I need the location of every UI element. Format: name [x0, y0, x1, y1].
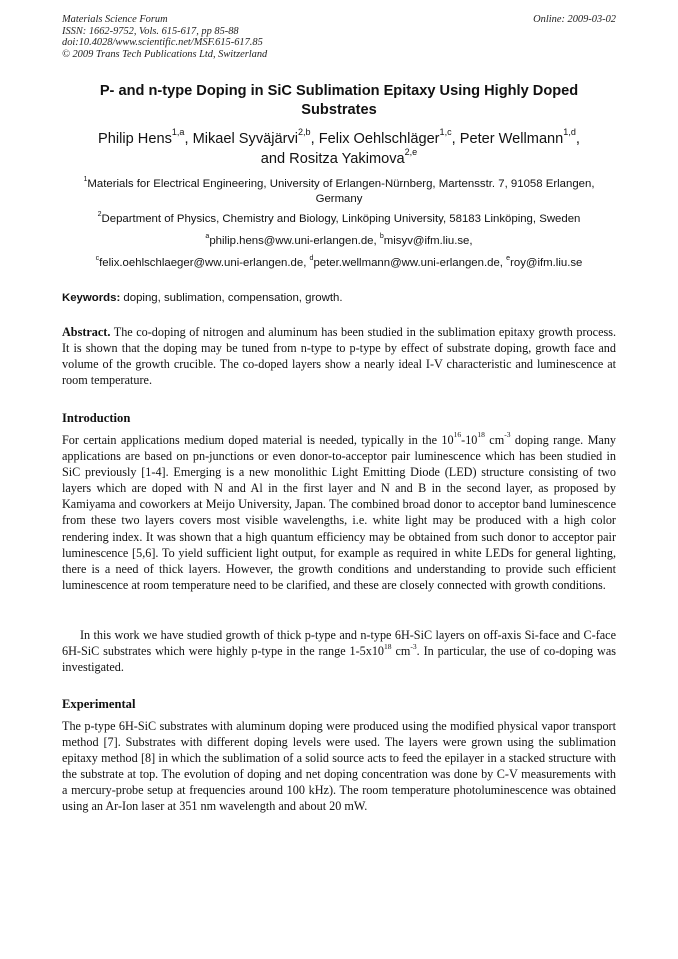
affiliation-text: Materials for Electrical Engineering, University of Erlangen-Nürnberg, Martensstr. 7, 91058 Erlangen, Germany: [87, 178, 595, 205]
author-name: Felix Oehlschläger: [318, 131, 440, 147]
affiliation-sup: 1: [83, 175, 88, 183]
author-sup: 1,a: [171, 127, 185, 138]
author-list: [62, 127, 616, 169]
author-sep: ,: [575, 131, 580, 147]
abstract-label: Abstract.: [62, 325, 111, 339]
author-sup: 1,c: [439, 127, 452, 138]
affiliation-1: [62, 177, 616, 207]
author-name: Mikael Syväjärvi: [192, 131, 298, 147]
keywords-label: Keywords:: [62, 292, 121, 304]
keywords-text: doping, sublimation, compensation, growth.: [123, 292, 343, 304]
abstract: [62, 324, 616, 388]
journal-name: Materials Science Forum: [62, 14, 168, 25]
affiliation-text: Department of Physics, Chemistry and Biology, Linköping University, 58183 Linköping, Sweden: [101, 213, 581, 225]
affiliation-sup: 2: [97, 210, 102, 218]
email-a[interactable]: philip.hens@ww.uni-erlangen.de,: [209, 235, 377, 247]
doi-line: doi:10.4028/www.scientific.net/MSF.615-617.85: [62, 37, 263, 49]
introduction-heading: Introduction: [62, 411, 131, 425]
author-sep: ,: [184, 131, 193, 147]
introduction-paragraph-1: For certain applications medium doped material is needed, typically in the $10^{16}-10^{18}$ $cm^{-3}$ doping range. Many applications are based on pn-junctions or even donor-to-acceptor pair luminescence which has been studied in SiC previously [1-4]. Emerging is a new monolithic Light Emitting Diode (LED) structure consisting of two layers which are doped with N and Al in the first layer and N and B in the second layer, as proposed by Kamiyama and coworkers at Meijo University, Japan. The combined broad donor to acceptor band luminescence from these two layers covers most visible wavelengths, i.e. white light may be produced with a high color rendering index. It was shown that a high quantum efficiency may be obtained from such donor to acceptor pair luminescence [5,6]. To yield sufficient light output, for example as required in white LEDs for general lighting, there is a need of thick layers. However, the growth conditions and understanding to provide such efficient luminescence at room temperature need to be clarified, and these are closely connected with growth conditions.: [62, 430, 617, 592]
author-sup: 1,d: [563, 127, 576, 138]
paper-title: P- and n-type Doping in SiC Sublimation Epitaxy Using Highly Doped Substrates: [99, 83, 579, 118]
email-line-2: $^c$felix.oehlschlaeger@ww.uni-erlangen.de, $^d$peter.wellmann@ww.uni-erlangen.de, $^e$roy@ifm.liu.se: [95, 254, 583, 269]
email-e[interactable]: roy@ifm.liu.se: [510, 257, 583, 269]
experimental-heading: Experimental: [62, 697, 136, 711]
copyright-line: © 2009 Trans Tech Publications Ltd, Switzerland: [62, 48, 268, 60]
email-line-1: $^a$philip.hens@ww.uni-erlangen.de, $^b$misyv@ifm.liu.se,: [205, 232, 473, 247]
email-b[interactable]: misyv@ifm.liu.se,: [383, 235, 473, 247]
author-name: Peter Wellmann: [459, 131, 564, 147]
keywords: [62, 291, 616, 306]
online-date: Online: 2009-03-02: [533, 14, 616, 25]
experimental-paragraph-1: The p-type 6H-SiC substrates with aluminum doping were produced using the modified physical vapor transport method [7]. Substrates with different doping levels were used. The layers were grown using the sublimation epitaxy method [8] in which the sublimation of a solid source acts to feed the epilayer in a stacked structure with the substrate at top. The evolution of doping and net doping concentration was done by C-V measurements with a mercury-probe setup at frequencies around 100 kHz). The room temperature photoluminescence was obtained using an Ar-Ion laser at 351 nm wavelength and about 20 mW.: [62, 719, 616, 814]
author-sep: ,: [451, 131, 460, 147]
abstract-text: The co-doping of nitrogen and aluminum has been studied in the sublimation epitaxy growth process. It is shown that the doping may be tuned from n-type to p-type by effect of substrate doping, growth face and volume of the growth crucible. The co-doped layers show a nearly ideal I-V characteristic and luminescence at room temperature.: [62, 325, 617, 388]
introduction-paragraph-2: In this work we have studied growth of thick p-type and n-type 6H-SiC layers on off-axis Si-face and C-face 6H-SiC substrates which were highly p-type in the range $1-5x10^{18}$ $cm^{-3}$. In particular, the use of co-doping was investigated.: [62, 628, 616, 675]
author-name: Philip Hens: [98, 131, 172, 147]
email-d[interactable]: peter.wellmann@ww.uni-erlangen.de,: [313, 257, 503, 269]
journal-header: [62, 14, 616, 60]
email-c[interactable]: felix.oehlschlaeger@ww.uni-erlangen.de,: [99, 257, 307, 269]
affiliation-2: [62, 212, 616, 227]
author-sep: ,: [310, 131, 319, 147]
author-name: and Rositza Yakimova: [260, 150, 405, 167]
issn-line: ISSN: 1662-9752, Vols. 615-617, pp 85-88: [62, 25, 239, 37]
author-sup: 2,b: [298, 127, 311, 138]
author-sup: 2,e: [404, 146, 418, 157]
